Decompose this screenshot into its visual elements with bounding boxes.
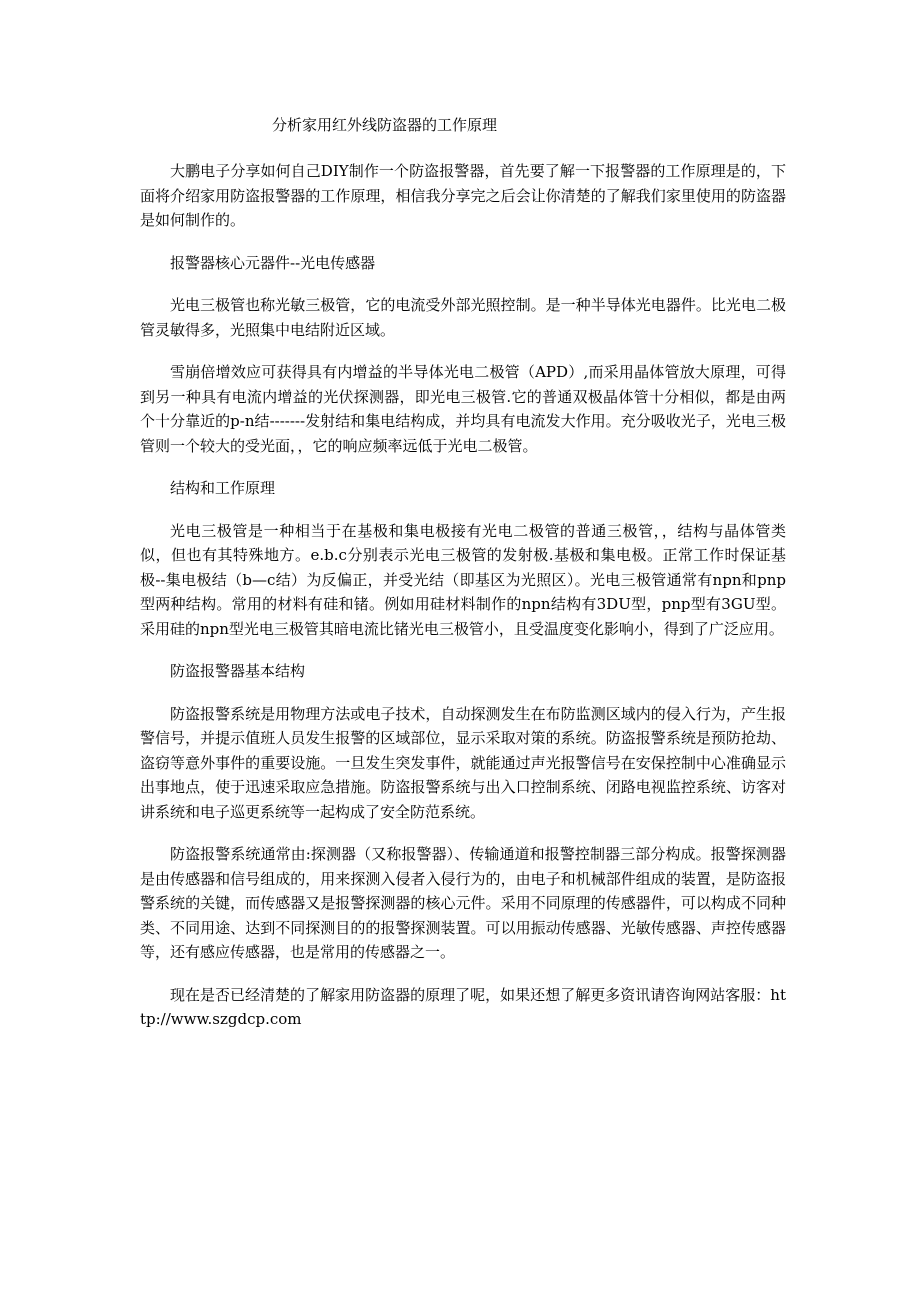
closing-paragraph: 现在是否已经清楚的了解家用防盗器的原理了呢，如果还想了解更多资讯请咨询网站客服：http://www.szgdcp.com — [140, 985, 786, 1028]
intro-paragraph: 大鹏电子分享如何自己DIY制作一个防盗报警器，首先要了解一下报警器的工作原理是的，下面将介绍家用防盗报警器的工作原理，相信我分享完之后会让你清楚的了解我们家里使用的防盗器是如何制作的。 — [140, 162, 786, 229]
paragraph-apd: 雪崩倍增效应可获得具有内增益的半导体光电二极管（APD）,而采用晶体管放大原理，可得到另一种具有电流内增益的光伏探测器，即光电三极管.它的普通双极晶体管十分相似，都是由两个十分靠近的p-n结-------发射结和集电结构成，并均具有电流发大作用。充分吸收光子，光电三极管则一个较大的受光面，，它的响应频率远低于光电二极管。 — [140, 363, 786, 455]
section-heading-alarm-structure: 防盗报警器基本结构 — [170, 662, 306, 680]
document-body — [140, 159, 786, 1050]
section-heading-sensor: 报警器核心元器件--光电传感器 — [170, 253, 376, 272]
paragraph-alarm-system: 防盗报警系统是用物理方法或电子技术，自动探测发生在布防监测区域内的侵入行为，产生报警信号，并提示值班人员发生报警的区域部位，显示采取对策的系统。防盗报警系统是预防抢劫、盗窃等意外事件的重要设施。一旦发生突发事件，就能通过声光报警信号在安保控制中心准确显示出事地点，使于迅速采取应急措施。防盗报警系统与出入口控制系统、闭路电视监控系统、访客对讲系统和电子巡更系统等一起构成了安全防范系统。 — [140, 704, 786, 821]
paragraph-structure: 光电三极管是一种相当于在基极和集电极接有光电二极管的普通三极管，，结构与晶体管类似，但也有其特殊地方。e.b.c分别表示光电三极管的发射极.基极和集电极。正常工作时保证基极--集电极结（b—c结）为反偏正，并受光结（即基区为光照区）。光电三极管通常有npn和pnp型两种结构。常用的材料有硅和锗。例如用硅材料制作的npn结构有3DU型，pnp型有3GU型。采用硅的npn型光电三极管其暗电流比锗光电三极管小，且受温度变化影响小，得到了广泛应用。 — [140, 521, 786, 638]
paragraph-phototransistor: 光电三极管也称光敏三极管，它的电流受外部光照控制。是一种半导体光电器件。比光电二极管灵敏得多，光照集中电结附近区域。 — [140, 296, 786, 339]
paragraph-alarm-components: 防盗报警系统通常由:探测器（又称报警器）、传输通道和报警控制器三部分构成。报警探测器是由传感器和信号组成的，用来探测入侵者入侵行为的，由电子和机械部件组成的装置，是防盗报警系统的关键，而传感器又是报警探测器的核心元件。采用不同原理的传感器件，可以构成不同种类、不同用途、达到不同探测目的的报警探测装置。可以用振动传感器、光敏传感器、声控传感器等，还有感应传感器，也是常用的传感器之一。 — [140, 845, 786, 961]
section-heading-structure: 结构和工作原理 — [170, 479, 276, 497]
document-title: 分析家用红外线防盗器的工作原理 — [272, 116, 498, 134]
